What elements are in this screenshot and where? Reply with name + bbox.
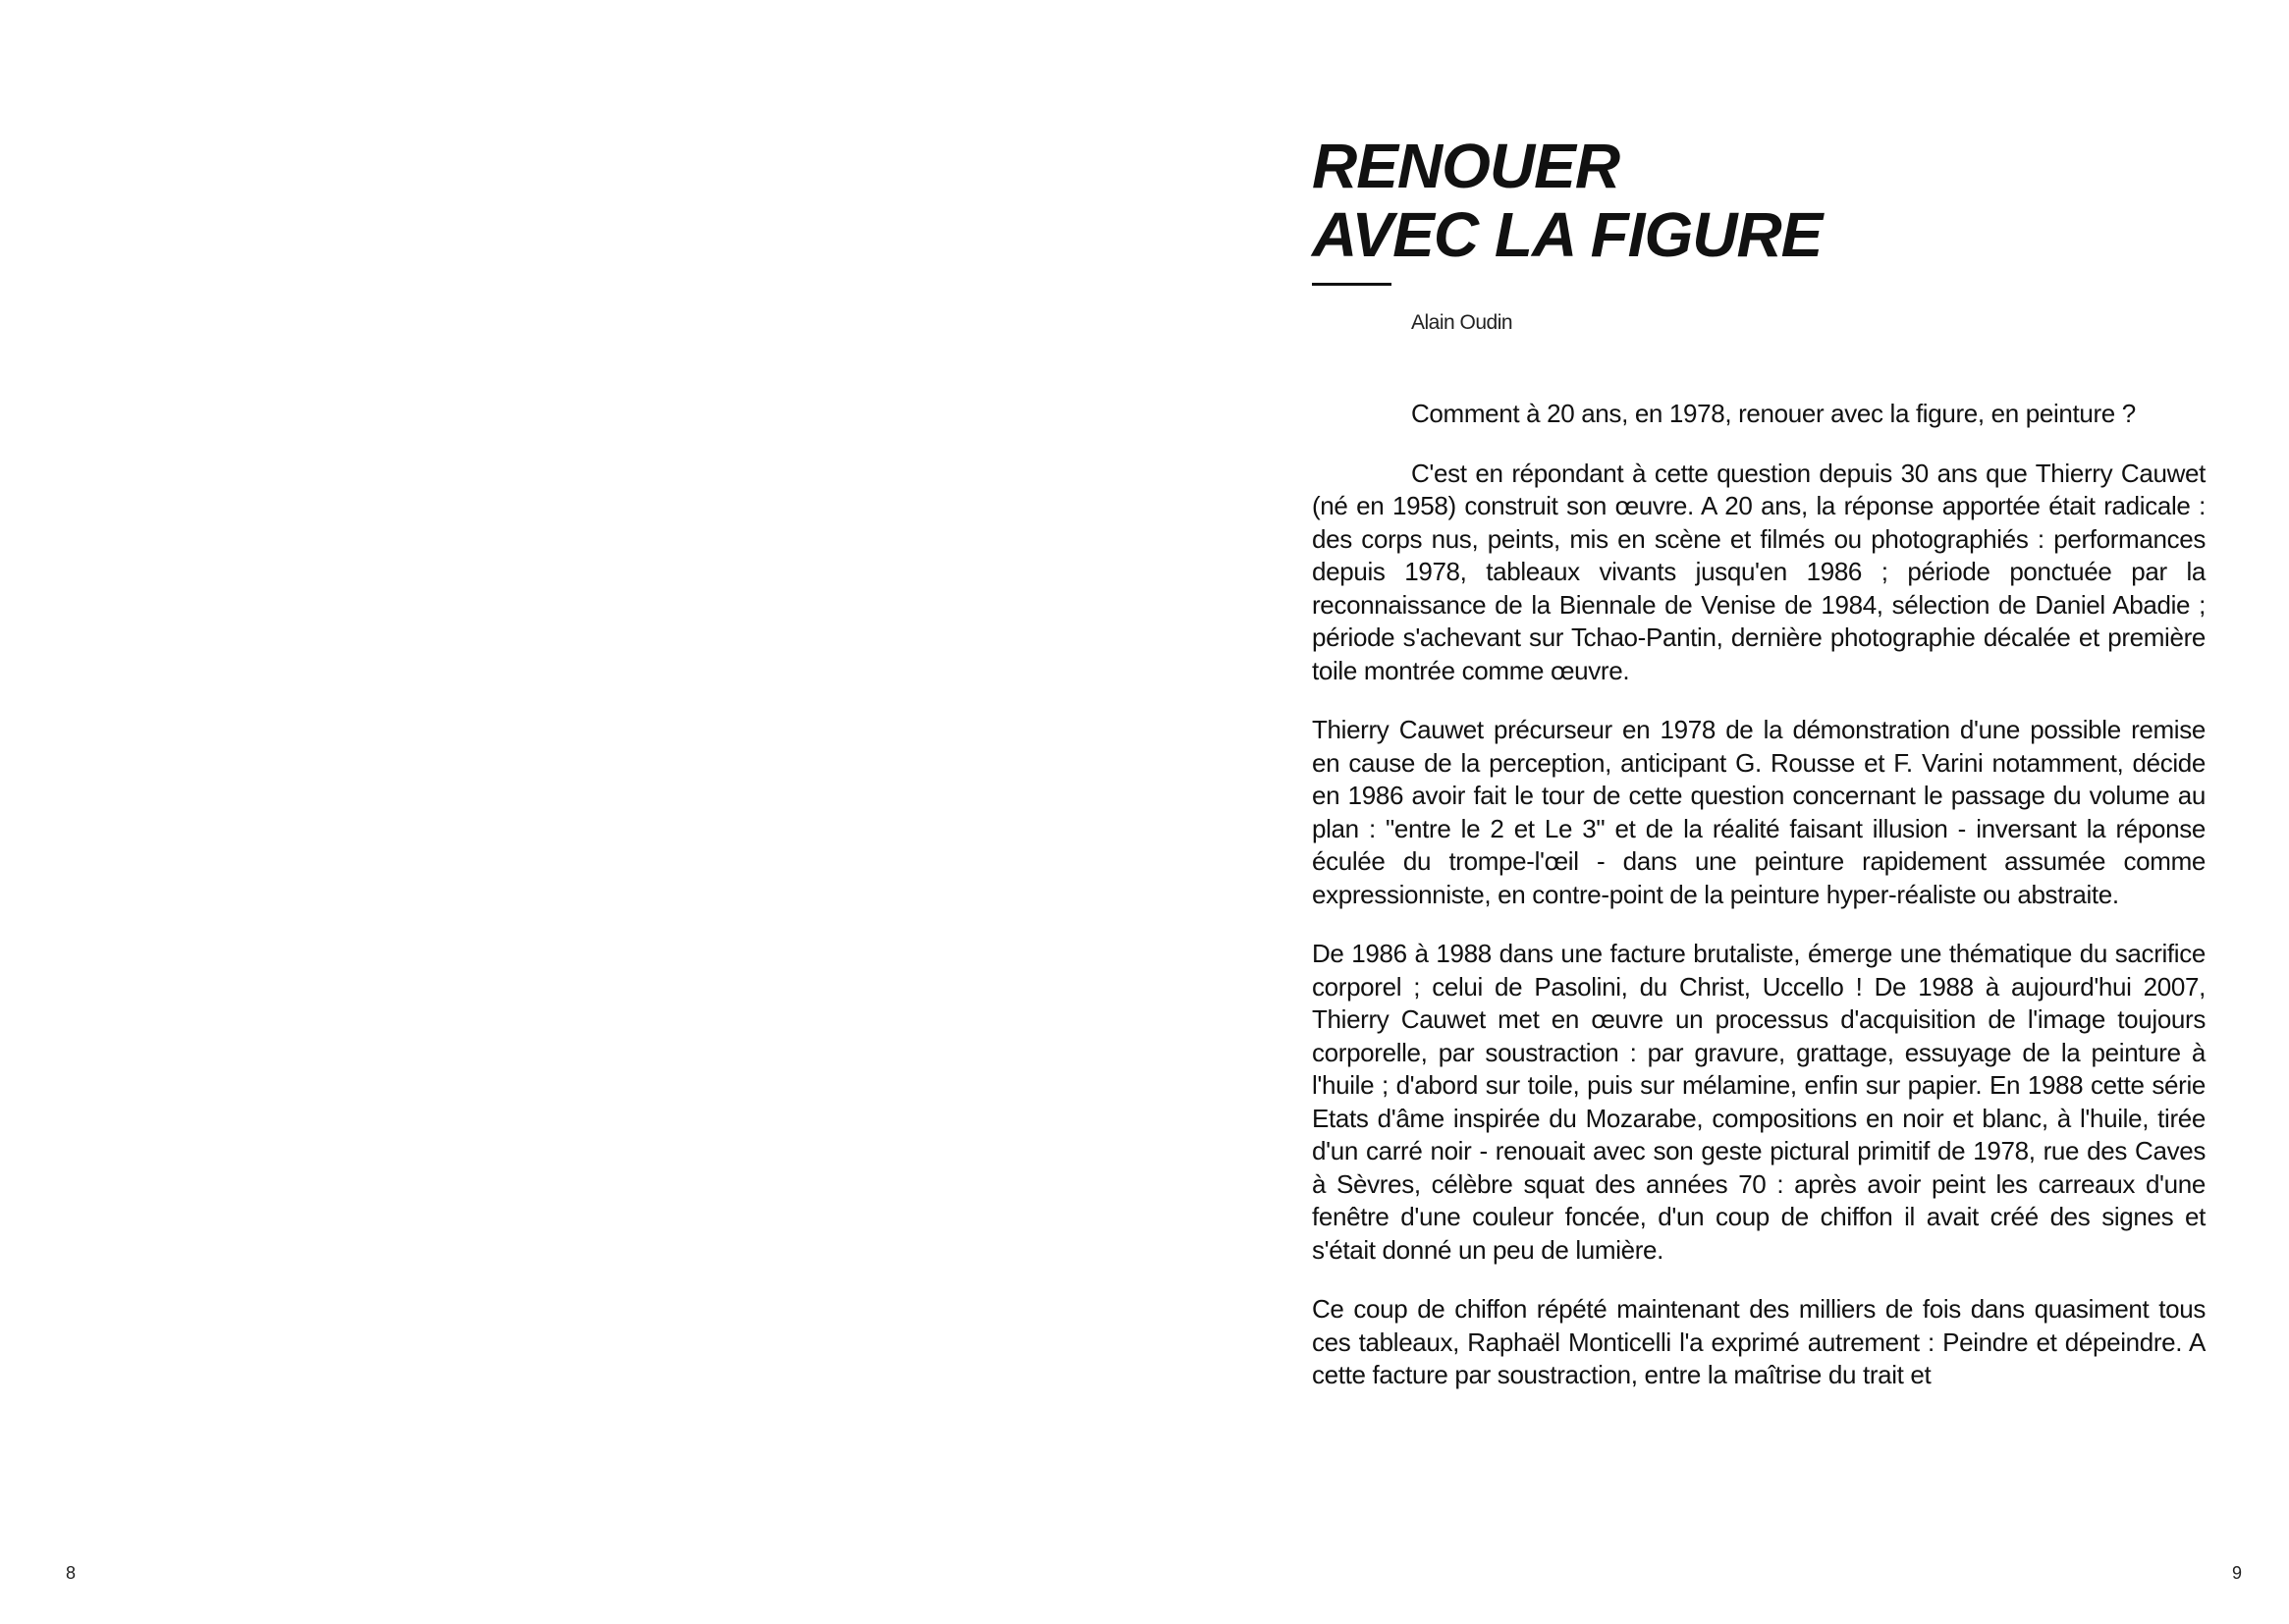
title-line-2: AVEC LA FIGURE xyxy=(1312,199,1823,270)
paragraph-4: De 1986 à 1988 dans une facture brutaliste, émerge une thématique du sacrifice corporel ; celui de Pasolini, du Christ, Uccello ! De 1988 à aujourd'hui 2007, Thierry Cauwet met en œuvre un processus d'acquisition de l'image toujours corporelle, par soustraction : par gravure, grattage, essuyage de la peinture à l'huile ; d'abord sur toile, puis sur mélamine, enfin sur papier. En 1988 cette série Etats d'âme inspirée du Mozarabe, compositions en noir et blanc, à l'huile, tirée d'un carré noir - renouait avec son geste pictural primitif de 1978, rue des Caves à Sèvres, célèbre squat des années 70 : après avoir peint les carreaux d'une fenêtre d'une couleur foncée, d'un coup de chiffon il avait créé des signes et s'était donné un peu de lumière. xyxy=(1312,939,2206,1265)
author-name: Alain Oudin xyxy=(1411,311,1513,334)
paragraph-5: Ce coup de chiffon répété maintenant des milliers de fois dans quasiment tous ces tableaux, Raphaël Monticelli l'a exprimé autrement : Peindre et dépeindre. A cette facture par soustraction, entre la maîtrise du trait et xyxy=(1312,1294,2206,1389)
article-title xyxy=(1312,132,2206,269)
paragraph-1: Comment à 20 ans, en 1978, renouer avec la figure, en peinture ? xyxy=(1411,399,2136,428)
page-number-right: 9 xyxy=(2232,1563,2243,1583)
paragraph-3: Thierry Cauwet précurseur en 1978 de la démonstration d'une possible remise en cause de la perception, anticipant G. Rousse et F. Varini notamment, décide en 1986 avoir fait le tour de cette question concernant le passage du volume au plan : "entre le 2 et Le 3" et de la réalité faisant illusion - inversant la réponse éculée du trompe-l'œil - dans une peinture rapidement assumée comme expressionniste, en contre-point de la peinture hyper-réaliste ou abstraite. xyxy=(1312,715,2206,909)
article-body xyxy=(1312,398,2206,1392)
paragraph-2: C'est en répondant à cette question depuis 30 ans que Thierry Cauwet (né en 1958) construit son œuvre. A 20 ans, la réponse apportée était radicale : des corps nus, peints, mis en scène et filmés ou photographiés : performances depuis 1978, tableaux vivants jusqu'en 1986 ; période ponctuée par la reconnaissance de la Biennale de Venise de 1984, sélection de Daniel Abadie ; période s'achevant sur Tchao-Pantin, dernière photographie décalée et première toile montrée comme œuvre. xyxy=(1312,458,2206,685)
left-page xyxy=(0,0,1144,1624)
right-page xyxy=(1145,0,2289,1624)
title-line-1: RENOUER xyxy=(1312,131,1620,201)
page-number-left: 8 xyxy=(66,1563,77,1583)
title-rule xyxy=(1312,283,1391,286)
